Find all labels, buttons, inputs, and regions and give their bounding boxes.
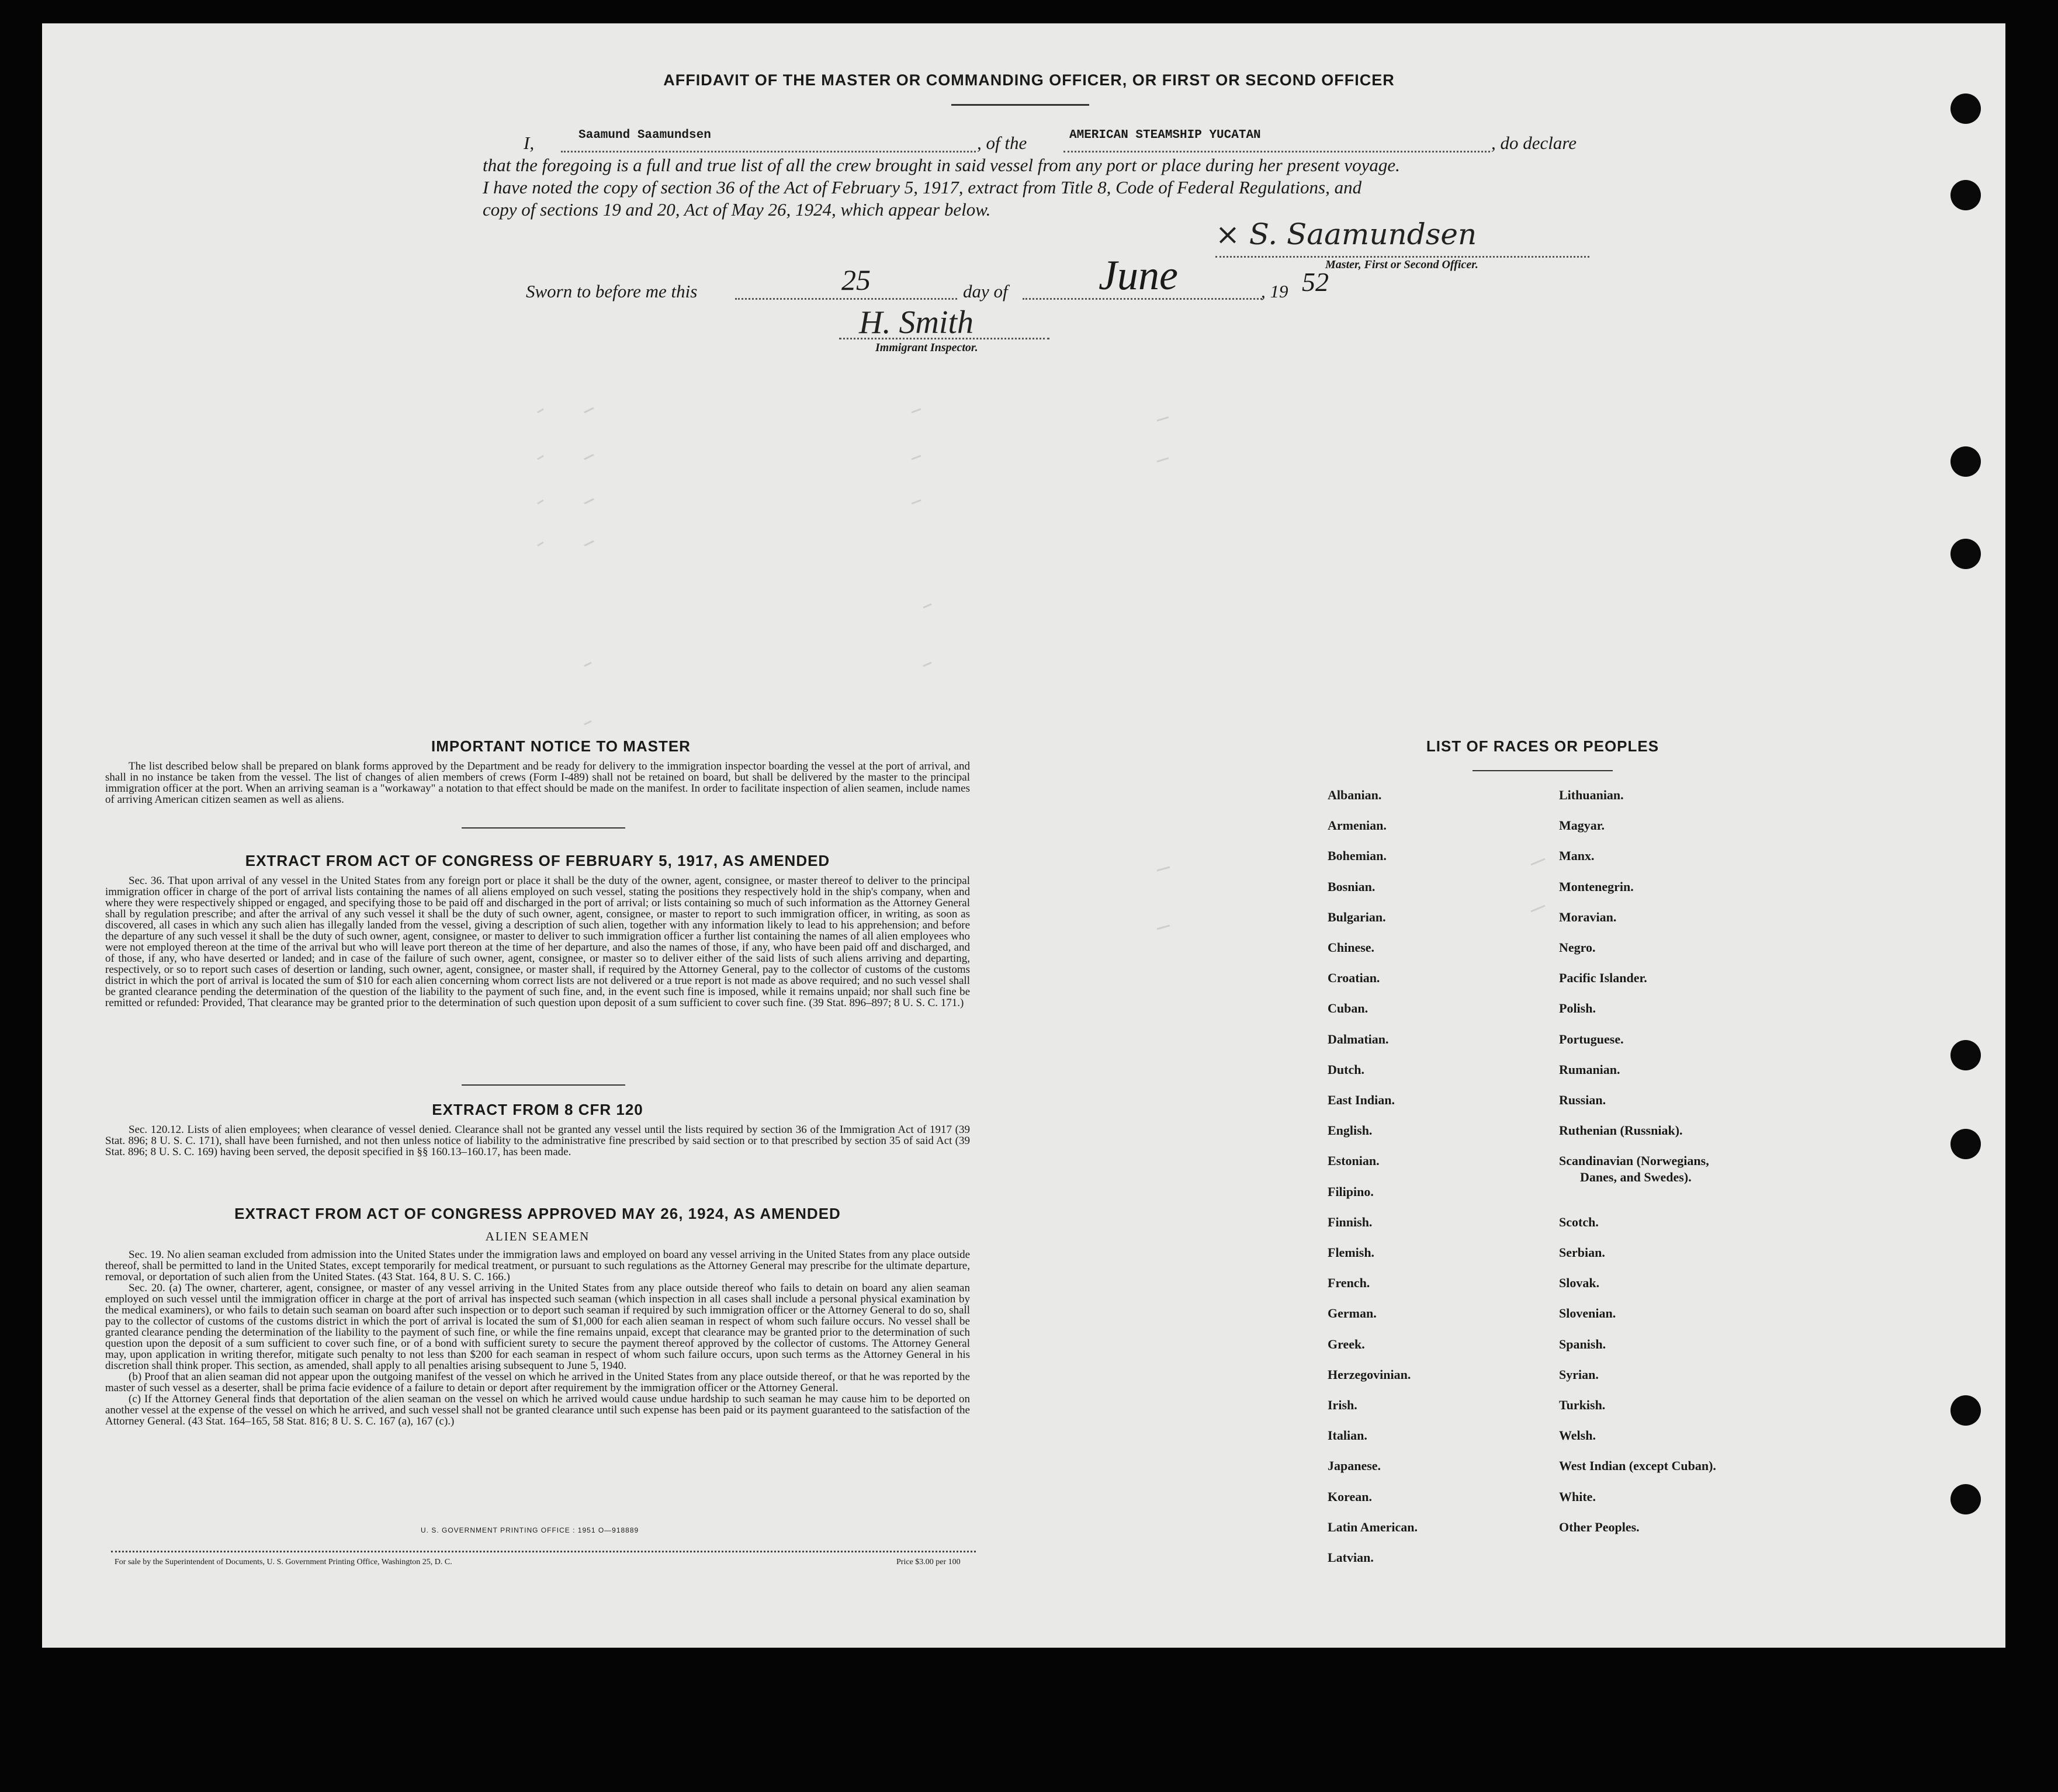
act-1917-title: EXTRACT FROM ACT OF CONGRESS OF FEBRUARY 5, 1917, AS AMENDED: [245, 852, 830, 869]
race-item-herzegovinian: Herzegovinian.: [1328, 1367, 1411, 1382]
sworn-month: June: [1099, 252, 1178, 299]
divider-2: [462, 1084, 625, 1086]
year-prefix: , 19: [1261, 281, 1288, 301]
declaration-line-3: I have noted the copy of section 36 of the Act of February 5, 1917, extract from Title 8, Code of Federal Regulations, and: [483, 177, 1362, 197]
master-caption: Master, First or Second Officer.: [1325, 258, 1478, 271]
master-signature: × S. Saamundsen: [1215, 217, 1477, 251]
sworn-year: 52: [1302, 267, 1329, 297]
master-name: Saamund Saamundsen: [578, 129, 711, 142]
race-item-serbian: Serbian.: [1559, 1245, 1605, 1260]
race-item-flemish: Flemish.: [1328, 1245, 1375, 1260]
race-item-italian: Italian.: [1328, 1428, 1367, 1443]
act-1924-section-20a: Sec. 20. (a) The owner, charterer, agent, consignee, or master of any vessel arriving in the United States from any place outside thereof who fails to detain on board any alien seaman employed on such vessel until the immigration officer in charge at the port of arrival has inspected such seaman (which inspection in all cases shall include a personal physical examination by the medical examiners), or who fails to detain such seaman on board after such inspection or to deport such seaman if required by such immigration officer or the Attorney General to do so, shall pay to the collector of customs of the customs district in which the port of arrival is located the sum of $1,000 for each alien seaman in respect of whom such failure occurs. No vessel shall be granted clearance pending the determination of the liability to the payment of such fine, or while the fine remains unpaid, except that clearance may be granted prior to the determination of such question upon the deposit of a sum sufficient to cover such fine, or of a bond with sufficient surety to secure the payment thereof approved by the collector of customs. The Attorney General may, upon application in writing therefor, mitigate such penalty to not less than $200 for each seaman in respect of whom such failure occurs, upon such terms as the Attorney General in his discretion shall think proper. This section, as amended, shall apply to all penalties arising subsequent to June 5, 1940.: [105, 1282, 970, 1372]
affidavit-title: AFFIDAVIT OF THE MASTER OR COMMANDING OFFICER, OR FIRST OR SECOND OFFICER: [663, 71, 1395, 89]
race-item-russian: Russian.: [1559, 1093, 1606, 1107]
divider-1: [462, 827, 625, 829]
race-item-ruthenian-russniak: Ruthenian (Russniak).: [1559, 1123, 1683, 1138]
races-underline: [1473, 770, 1613, 771]
race-item-chinese: Chinese.: [1328, 940, 1375, 955]
race-item-turkish: Turkish.: [1559, 1398, 1606, 1412]
declaration-line-4: copy of sections 19 and 20, Act of May 26, 1924, which appear below.: [483, 199, 991, 220]
sworn-day: 25: [841, 264, 871, 296]
race-item-scandinavian-norwegians: Scandinavian (Norwegians,: [1559, 1153, 1709, 1169]
race-item-montenegrin: Montenegrin.: [1559, 879, 1634, 894]
act-1924-section-20c: (c) If the Attorney General finds that deportation of the alien seaman on the vessel on which he arrived would cause undue hardship to such seaman he may cause him to be deported on another vessel at the expense of the vessel on which he arrived, and such vessel shall not be granted clearance until such expense has been paid or its payment guaranteed to the satisfaction of the Attorney General. (43 Stat. 164–165, 58 Stat. 816; 8 U. S. C. 167 (a), 167 (c).): [105, 1393, 970, 1427]
race-item-west-indian-except-cuban: West Indian (except Cuban).: [1559, 1458, 1716, 1474]
race-item-bohemian: Bohemian.: [1328, 848, 1387, 864]
race-item-finnish: Finnish.: [1328, 1214, 1373, 1229]
race-item-east-indian: East Indian.: [1328, 1093, 1395, 1107]
cfr-title: EXTRACT FROM 8 CFR 120: [432, 1101, 643, 1118]
cfr-text: [105, 1124, 970, 1157]
cfr-section: Sec. 120.12. Lists of alien employees; when clearance of vessel denied. Clearance shall not be granted any vessel until the lists required by section 36 of the Immigration Act of 1917 (39 Stat. 896; 8 U. S. C. 171), shall have been furnished, and not then unless notice of liability to the administrative fine prescribed by said section or to that prescribed by section 35 of said Act (39 Stat. 896; 8 U. S. C. 169) having been served, the deposit specified in §§ 160.13–160.17, has been made.: [105, 1124, 970, 1158]
race-item-bulgarian: Bulgarian.: [1328, 909, 1386, 924]
race-item-scotch: Scotch.: [1559, 1214, 1599, 1229]
inspector-caption: Immigrant Inspector.: [875, 341, 978, 354]
sale-note: For sale by the Superintendent of Documents, U. S. Government Printing Office, Washington 25, D. C.: [115, 1558, 452, 1566]
race-item-dalmatian: Dalmatian.: [1328, 1031, 1389, 1046]
price-note: Price $3.00 per 100: [896, 1558, 961, 1566]
act-1917-section-36: Sec. 36. That upon arrival of any vessel in the United States from any foreign port or place it shall be the duty of the owner, agent, consignee, or master thereof to deliver to the principal immigration officer in charge of the port of arrival lists containing the names of all aliens employed on such vessel, stating the positions they respectively hold in the ship's company, when and where they were respectively shipped or engaged, and specifying those to be paid off and discharged in the port of arrival; or lists containing so much of such information as the Attorney General shall by regulation prescribe; and after the arrival of any such vessel it shall be the duty of such owner, agent, consignee, or master to report to such immigration officer, in writing, as soon as discovered, all cases in which any such alien has illegally landed from the vessel, giving a description of such alien, together with any information likely to lead to his apprehension; and before the departure of any such vessel it shall be the duty of such owner, agent, consignee, or master to deliver to such immigration officer a further list containing the names of all alien employees who were not employed thereon at the time of the arrival but who will leave port thereon at the time of her departure, and also the names of those, if any, who have been paid off and discharged, and of those, if any, who have deserted or landed; and in case of the failure of such owner, agent, consignee, or master so to deliver either of the said lists of such aliens arriving and departing, respectively, or so to report such cases of desertion or landing, such owner, agent, consignee, or master shall, if required by the Attorney General, pay to the collector of customs of the customs district in which the port of arrival is located the sum of $10 for each alien concerning whom correct lists are not delivered or a true report is not made as above required; and no such vessel shall be granted clearance pending the determination of the question of the liability to the payment of such fine, and, in the event such fine is imposed, while it remains unpaid; nor shall such fine be remitted or refunded: Provided, That clearance may be granted prior to the determination of such question upon deposit of a sum sufficient to cover such fine. (39 Stat. 896–897; 8 U. S. C. 171.): [105, 875, 970, 1009]
race-item-moravian: Moravian.: [1559, 909, 1617, 924]
race-item-japanese: Japanese.: [1328, 1458, 1381, 1474]
race-item-albanian: Albanian.: [1328, 788, 1382, 802]
race-item-manx: Manx.: [1559, 848, 1595, 864]
race-item-croatian: Croatian.: [1328, 970, 1380, 986]
act-1924-text: [105, 1249, 970, 1427]
race-item-welsh: Welsh.: [1559, 1428, 1596, 1443]
race-item-negro: Negro.: [1559, 940, 1596, 955]
act-1924-title: EXTRACT FROM ACT OF CONGRESS APPROVED MAY 26, 1924, AS AMENDED: [234, 1205, 841, 1222]
do-declare-label: , do declare: [1491, 133, 1577, 153]
race-item-portuguese: Portuguese.: [1559, 1031, 1624, 1046]
race-item-rumanian: Rumanian.: [1559, 1062, 1620, 1077]
act-1924-subtitle: ALIEN SEAMEN: [485, 1229, 590, 1243]
race-item-scandinavian-continued: Danes, and Swedes).: [1580, 1170, 1692, 1185]
notice-title: IMPORTANT NOTICE TO MASTER: [431, 737, 691, 755]
of-the-label: , of the: [977, 133, 1027, 153]
declaration-pronoun: I,: [524, 133, 535, 153]
race-item-polish: Polish.: [1559, 1001, 1596, 1016]
race-item-estonian: Estonian.: [1328, 1153, 1380, 1169]
declaration-line-2: that the foregoing is a full and true list of all the crew brought in said vessel from any port or place during her present voyage.: [483, 155, 1400, 175]
printing-office-imprint: U. S. GOVERNMENT PRINTING OFFICE : 1951 O—918889: [421, 1526, 639, 1534]
race-item-pacific-islander: Pacific Islander.: [1559, 970, 1647, 986]
races-title: LIST OF RACES OR PEOPLES: [1426, 737, 1659, 755]
race-item-slovak: Slovak.: [1559, 1275, 1600, 1291]
footer-rule: [111, 1551, 976, 1552]
race-item-greek: Greek.: [1328, 1336, 1365, 1351]
act-1917-text: [105, 875, 970, 1008]
inspector-signature: H. Smith: [859, 304, 973, 341]
race-item-english: English.: [1328, 1123, 1373, 1138]
race-item-bosnian: Bosnian.: [1328, 879, 1376, 894]
race-item-filipino: Filipino.: [1328, 1184, 1374, 1199]
race-item-white: White.: [1559, 1489, 1596, 1504]
race-item-cuban: Cuban.: [1328, 1001, 1368, 1016]
sworn-prefix: Sworn to before me this: [526, 281, 698, 301]
notice-paragraph: The list described below shall be prepared on blank forms approved by the Department and be ready for delivery to the immigration inspector boarding the vessel at the port of arrival, and shall in no instance be taken from the vessel. The list of changes of alien members of crews (Form I-489) shall not be retained on board, but shall be delivered by the master to the principal immigration officer at the port. When an arriving seaman is a "workaway" a notation to that effect should be made on the manifest. In order to facilitate inspection of alien seamen, include names of arriving American citizen seamen as well as aliens.: [105, 760, 970, 806]
race-item-other-peoples: Other Peoples.: [1559, 1519, 1640, 1534]
race-item-lithuanian: Lithuanian.: [1559, 788, 1624, 802]
race-item-dutch: Dutch.: [1328, 1062, 1364, 1077]
race-item-german: German.: [1328, 1306, 1377, 1321]
race-item-slovenian: Slovenian.: [1559, 1306, 1616, 1321]
race-item-korean: Korean.: [1328, 1489, 1372, 1504]
race-item-armenian: Armenian.: [1328, 818, 1387, 833]
day-of-label: day of: [963, 281, 1008, 301]
act-1924-section-19: Sec. 19. No alien seaman excluded from admission into the United States under the immigration laws and employed on board any vessel arriving in the United States from any place outside thereof, shall be permitted to land in the United States, except temporarily for medical treatment, or pursuant to such regulations as the Attorney General may prescribe for the ultimate departure, removal, or deportation of such alien from the United States. (43 Stat. 164, 8 U. S. C. 166.): [105, 1249, 970, 1283]
act-1924-section-20b: (b) Proof that an alien seaman did not appear upon the outgoing manifest of the vessel on which he arrived in the United States from any place outside thereof, or that he was reported by the master of such vessel as a deserter, shall be prima facie evidence of a failure to detain or deport after requirement by the immigration officer or the Attorney General.: [105, 1371, 970, 1394]
race-item-latin-american: Latin American.: [1328, 1519, 1418, 1534]
race-item-french: French.: [1328, 1275, 1370, 1291]
race-item-latvian: Latvian.: [1328, 1550, 1374, 1565]
race-item-irish: Irish.: [1328, 1398, 1357, 1412]
vessel-name: AMERICAN STEAMSHIP YUCATAN: [1069, 129, 1261, 142]
notice-text: [105, 761, 970, 805]
race-item-spanish: Spanish.: [1559, 1336, 1606, 1351]
race-item-syrian: Syrian.: [1559, 1367, 1599, 1382]
race-item-magyar: Magyar.: [1559, 818, 1605, 833]
